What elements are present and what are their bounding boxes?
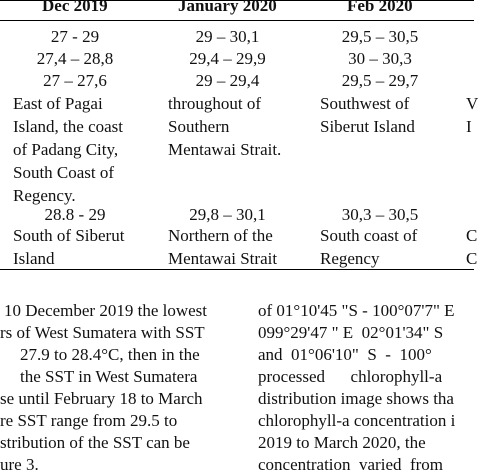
body-text-right-line: 2019 to March 2020, the <box>258 433 426 452</box>
table-cell: 27 – 27,6 <box>43 71 107 90</box>
clipped-cell: C <box>466 249 478 268</box>
body-text-left-line: the SST in West Sumatera <box>20 367 198 386</box>
body-text-left-line: re SST range from 29.5 to <box>0 411 178 430</box>
body-text-right-line: distribution image shows tha <box>258 389 454 408</box>
location-cell: Northern of the Mentawai Strait <box>168 226 278 268</box>
table-cell: 29,8 – 30,1 <box>189 205 266 224</box>
body-text-left-line: 27.9 to 28.4°C, then in the <box>20 345 200 364</box>
table-cell: 29 – 29,4 <box>195 71 260 90</box>
location-cell: throughout of Southern Mentawai Strait. <box>168 94 282 159</box>
table-cell: 29,4 – 29,9 <box>189 49 266 68</box>
body-text-left-line: rs of West Sumatera with SST <box>0 323 205 342</box>
body-text-left-line: stribution of the SST can be <box>0 433 190 452</box>
body-text-left-line: ure 3. <box>0 455 39 474</box>
clipped-cell: V <box>466 94 478 113</box>
body-text-right-line: concentration varied from <box>258 455 444 474</box>
location-cell: South coast of Regency <box>320 226 418 268</box>
clipped-cell: I <box>466 117 472 136</box>
body-text-right-line: processed chlorophyll-a <box>258 367 443 386</box>
body-text-right-line: 099°29'47 " E 02°01'34" S <box>258 323 444 342</box>
table-cell: 29,5 – 29,7 <box>341 71 419 90</box>
column-header-dec-2019: Dec 2019 <box>42 0 108 15</box>
body-text-right-line: and 01°06'10" S - 100° <box>258 345 432 364</box>
table-cell: 29,5 – 30,5 <box>341 27 419 46</box>
clipped-cell: C <box>466 226 478 245</box>
table-cell: 27 - 29 <box>50 27 100 46</box>
body-text-left-line: se until February 18 to March <box>0 389 203 408</box>
body-text-right-line: of 01°10'45 "S - 100°07'7" E <box>258 301 455 320</box>
table-cell: 30 – 30,3 <box>348 49 412 68</box>
table-cell: 29 – 30,1 <box>195 27 260 46</box>
table-header-rule <box>0 20 474 21</box>
table-cell: 30,3 – 30,5 <box>341 205 419 224</box>
location-cell: Southwest of Siberut Island <box>320 94 415 136</box>
body-text-left-line: 10 December 2019 the lowest <box>4 301 207 320</box>
table-cell: 27,4 – 28,8 <box>36 49 114 68</box>
column-header-feb-2020: Feb 2020 <box>347 0 413 15</box>
table-cell: 28.8 - 29 <box>44 205 106 224</box>
location-cell: South of Siberut Island <box>13 226 125 268</box>
column-header-january-2020: January 2020 <box>178 0 277 15</box>
body-text-right-line: chlorophyll-a concentration i <box>258 411 456 430</box>
location-cell: East of Pagai Island, the coast of Padang City, South Coast of Regency. <box>13 94 123 205</box>
